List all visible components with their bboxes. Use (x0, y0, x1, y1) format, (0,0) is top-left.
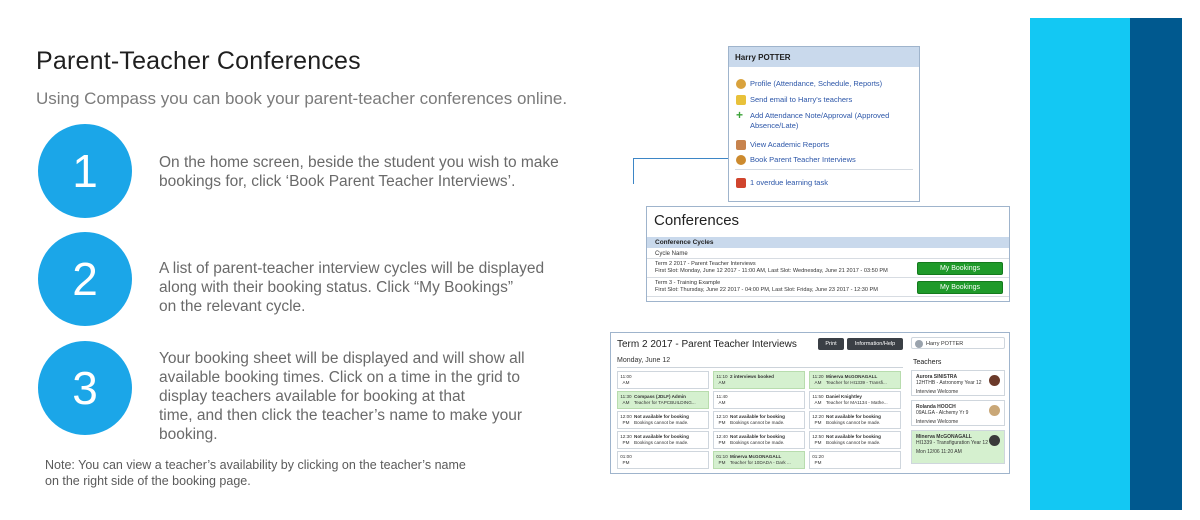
slot-subtitle: Teacher for MA1134 - Mathe... (826, 399, 888, 405)
slot-time: 12:20 PM (812, 414, 824, 425)
cycle-detail: First Slot: Monday, June 12 2017 - 11:00 AM, Last Slot: Wednesday, June 21 2017 - 03:50 PM (655, 268, 888, 274)
cycle-name: Term 2 2017 - Parent Teacher Interviews (655, 261, 756, 267)
book-interviews-label: Book Parent Teacher Interviews (750, 155, 856, 164)
step-3-line-1: Your booking sheet will be displayed and will show all (159, 350, 525, 367)
slot-title: Not available for booking (826, 414, 881, 419)
step-2-line-1: A list of parent-teacher interview cycles will be displayed (159, 260, 545, 277)
step-1-text (159, 153, 559, 191)
information-help-label: Information/Help (854, 341, 896, 347)
slot-subtitle: Bookings cannot be made. (826, 439, 881, 445)
teacher-card[interactable] (911, 370, 1005, 396)
information-help-button[interactable] (847, 338, 903, 350)
slot-time: 11:00 AM (620, 374, 632, 385)
avatar (989, 375, 1000, 386)
booking-title: Term 2 2017 - Parent Teacher Interviews (617, 339, 797, 350)
slot-subtitle: Bookings cannot be made. (826, 419, 881, 425)
slot-time: 11:30 AM (620, 394, 632, 405)
slot-title: Minerva McGONAGALL (826, 374, 878, 379)
slot-time: 11:40 AM (716, 394, 728, 405)
slot-info (634, 414, 707, 425)
time-slot[interactable] (809, 411, 901, 429)
profile-link-label: Profile (Attendance, Schedule, Reports) (750, 79, 883, 88)
task-icon (736, 178, 746, 188)
slide-title: Parent-Teacher Conferences (36, 47, 361, 75)
slot-info (730, 434, 803, 445)
time-slot[interactable] (809, 391, 901, 409)
overdue-task-label: 1 overdue learning task (750, 178, 828, 187)
teacher-name: Aurora SINISTRA (916, 374, 958, 380)
slot-title: Not available for booking (730, 414, 785, 419)
avatar (989, 435, 1000, 446)
slot-info (730, 454, 803, 465)
attendance-note-link[interactable] (736, 108, 916, 131)
academic-reports-link[interactable] (736, 140, 829, 150)
step-1-circle (38, 124, 132, 218)
time-slot[interactable] (617, 411, 709, 429)
slot-info (634, 394, 707, 405)
slot-title: Not available for booking (730, 434, 785, 439)
time-slot[interactable] (713, 371, 805, 389)
connector-line-horizontal (633, 158, 731, 159)
email-icon (736, 95, 746, 105)
slot-time: 12:40 PM (716, 434, 728, 445)
student-name: Harry POTTER (729, 47, 919, 67)
time-slot[interactable] (713, 411, 805, 429)
step-2-text (159, 259, 544, 316)
step-3-circle (38, 341, 132, 435)
note-line-2: on the right side of the booking page. (45, 474, 251, 488)
panel-divider (735, 169, 913, 170)
cycle-name: Term 3 - Training Example (655, 280, 721, 286)
connector-line-vertical (633, 158, 634, 184)
slot-title: Daniel Knightley (826, 394, 862, 399)
note-line-1: Note: You can view a teacher’s availability by clicking on the teacher’s name (45, 458, 466, 472)
student-panel-screenshot (728, 46, 920, 202)
slot-subtitle: Teacher for HI1339 - Transfi... (826, 379, 887, 385)
conferences-title: Conferences (654, 212, 740, 229)
teacher-class: 12HTHB - Astronomy Year 12 (916, 380, 982, 386)
send-email-link[interactable] (736, 95, 852, 105)
print-button-label: Print (825, 341, 837, 347)
slot-info (826, 434, 899, 445)
teacher-class: HI1339 - Transfiguration Year 12 (916, 440, 988, 446)
slide-subtitle: Using Compass you can book your parent-teacher conferences online. (36, 89, 568, 108)
time-slot[interactable] (809, 371, 901, 389)
avatar (915, 340, 923, 348)
time-slot[interactable] (617, 371, 709, 389)
print-button[interactable] (818, 338, 844, 350)
slot-title: Compass (JDLF) Admin (634, 394, 686, 399)
time-slot[interactable] (713, 431, 805, 449)
slot-time: 01:00 PM (620, 454, 632, 465)
slot-subtitle: Bookings cannot be made. (730, 419, 785, 425)
cycle-name-column: Cycle Name (647, 248, 1009, 259)
teachers-sidebar (911, 337, 1005, 464)
step-3-text (159, 349, 525, 444)
time-slot[interactable] (809, 451, 901, 469)
step-3-line-2: available booking times. Click on a time in the grid to (159, 369, 520, 386)
slot-subtitle: Teacher for 10DADA - Dark ... (730, 459, 791, 465)
table-row (647, 259, 1009, 278)
attendance-note-label: Add Attendance Note/Approval (Approved Absence/Late) (750, 111, 890, 130)
teacher-class: 09ALGA - Alchemy Yr 9 (916, 410, 969, 416)
booking-sheet-screenshot (610, 332, 1010, 474)
my-bookings-button[interactable]: My Bookings (917, 281, 1003, 294)
slot-title: Not available for booking (634, 414, 689, 419)
slot-time: 11:20 AM (812, 374, 824, 385)
slot-subtitle: Teacher for TAPCBUILDING... (634, 399, 696, 405)
step-3-number: 3 (72, 362, 98, 414)
step-1-number: 1 (72, 145, 98, 197)
teacher-card[interactable] (911, 400, 1005, 426)
time-slot[interactable] (809, 431, 901, 449)
step-1-line-1: On the home screen, beside the student you wish to make (159, 154, 559, 171)
slot-subtitle: Bookings cannot be made. (634, 439, 689, 445)
step-3-line-4: time, and then click the teacher’s name to make your (159, 407, 523, 424)
slot-title: Not available for booking (826, 434, 881, 439)
time-slot[interactable] (617, 391, 709, 409)
booking-day: Monday, June 12 (617, 357, 671, 364)
slot-info (826, 414, 899, 425)
slot-info (730, 374, 803, 380)
slot-time: 11:50 AM (812, 394, 824, 405)
teachers-heading: Teachers (913, 359, 942, 366)
divider (617, 367, 903, 368)
slot-subtitle: Bookings cannot be made. (730, 439, 785, 445)
user-selector[interactable] (911, 337, 1005, 349)
overdue-task-link[interactable] (736, 178, 828, 188)
my-bookings-button[interactable]: My Bookings (917, 262, 1003, 275)
slot-time: 01:10 PM (716, 454, 728, 465)
slot-info (826, 374, 899, 385)
slot-info (634, 434, 707, 445)
report-icon (736, 140, 746, 150)
slot-title: 2 interviews booked (730, 374, 774, 379)
time-slot[interactable] (617, 451, 709, 469)
time-slot[interactable] (617, 431, 709, 449)
profile-link[interactable] (736, 79, 882, 89)
teacher-name: Rolanda HOOCH (916, 404, 956, 410)
step-3-line-3: display teachers available for booking at that (159, 388, 465, 405)
step-1-line-2: bookings for, click ‘Book Parent Teacher Interviews’. (159, 173, 516, 190)
step-3-line-5: booking. (159, 426, 218, 443)
teacher-card[interactable] (911, 430, 1005, 464)
teacher-name: Minerva McGONAGALL (916, 434, 972, 440)
send-email-label: Send email to Harry's teachers (750, 95, 853, 104)
slot-time: 11:10 AM (716, 374, 728, 385)
table-row (647, 278, 1009, 297)
people-icon (736, 155, 746, 165)
book-interviews-link[interactable] (736, 155, 856, 165)
teacher-note: Interview Welcome (916, 419, 959, 425)
person-icon (736, 79, 746, 89)
slot-time: 12:00 PM (620, 414, 632, 425)
time-slot[interactable] (713, 451, 805, 469)
slot-title: Not available for booking (634, 434, 689, 439)
note-text (45, 457, 605, 489)
slot-time: 01:20 PM (812, 454, 824, 465)
decorative-bar-dark (1130, 18, 1182, 510)
plus-icon: + (736, 108, 744, 122)
cycle-detail: First Slot: Thursday, June 22 2017 - 04:00 PM, Last Slot: Friday, June 23 2017 - 12:30 PM (655, 287, 878, 293)
step-2-line-2: along with their booking status. Click “My Bookings” (159, 279, 514, 296)
slot-subtitle: Bookings cannot be made. (634, 419, 689, 425)
slot-title: Minerva McGONAGALL (730, 454, 782, 459)
teacher-note: Interview Welcome (916, 389, 959, 395)
time-slot[interactable] (713, 391, 805, 409)
slot-time: 12:50 PM (812, 434, 824, 445)
slot-info (826, 394, 899, 405)
slot-time: 12:30 PM (620, 434, 632, 445)
decorative-bar-light (1030, 18, 1130, 510)
slot-time: 12:10 PM (716, 414, 728, 425)
academic-reports-label: View Academic Reports (750, 140, 830, 149)
conferences-screenshot (646, 206, 1010, 302)
step-2-number: 2 (72, 253, 98, 305)
slot-info (730, 414, 803, 425)
step-2-circle (38, 232, 132, 326)
step-2-line-3: on the relevant cycle. (159, 298, 306, 315)
teacher-note: Mon 12/06 11:20 AM (916, 449, 962, 455)
conference-cycles-header: Conference Cycles (647, 237, 1009, 248)
avatar (989, 405, 1000, 416)
user-name: Harry POTTER (926, 341, 964, 347)
